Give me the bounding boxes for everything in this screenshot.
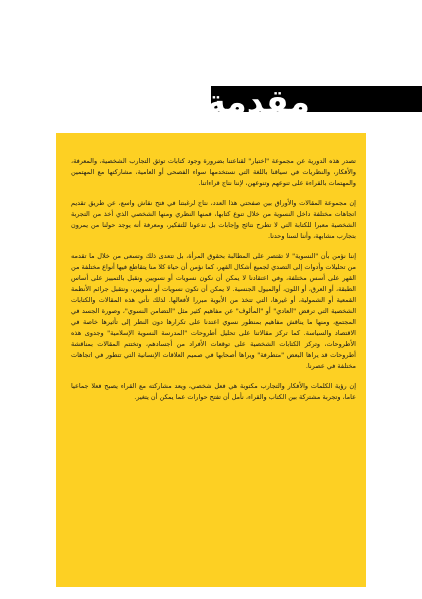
page-title: مقدمة bbox=[206, 82, 310, 121]
paragraph-1: تصدر هذه الدورية عن مجموعة "اختيار" لقناعتنا بضرورة وجود كتابات توثق التجارب الشخصية، والمعرفة، والأفكار، والنظريات في سياقنا باللغة التي نستخدمها سواء الفصحى أو العامية، مشاركتها مع المهتمين والمهتمات بالقراءة على تنوعهم وتنوعهن، لإننا نتاج قراءاتنا. bbox=[71, 157, 356, 187]
paragraph-4: إن رؤية الكلمات والأفكار والتجارب مكتوبة هي فعل شخصي، ويعد مشاركته مع القراء يصبح فعلا جماعيا عاما، وتجربة مشتركة بين الكتاب والقراء، نأمل أن تفتح حوارات عما يمكن أن يتغير. bbox=[71, 382, 356, 401]
article-body bbox=[71, 156, 356, 412]
paragraph-2: إن مجموعة المقالات والأوراق بين صفحتي هذا العدد، نتاج لرغبتنا في فتح نقاش واسع، عن طريق تقديم اتجاهات مختلفة داخل النسوية من خلال تنوع كتابها، فمنها النظري ومنها الشخصي الذي أخذ من التجربة الشخصية معبرا للكتابة التي لا تطرح نتائج وإجابات بل تدعونا للتفكير، ومعرفة أنه يوجد حولنا من يمرون بتجارب مشابهة، وأننا لسنا وحدنا. bbox=[71, 199, 356, 240]
paragraph-3: إننا نؤمن بأن "النسوية" لا تقتصر على المطالبة بحقوق المرأة، بل تتعدى ذلك وتسعى من خلال ما تقدمه من تحليلات وأدوات إلى التصدي لجميع أشكال القهر، كما نؤمن أن حياة كلا منا يتقاطع فيها أنواع مختلفة من القهر على أسس مختلفة، وفي اعتقادنا لا يمكن أن نكون نسويات أو نسويين ونقبل بالتمييز على أساس الطبقة، أو العرق، أو اللون، أوالميول الجنسية. لا يمكن أن نكون نسويات أو نسويين، ونتقبل جرائم الأنظمة القمعية أو الشمولية، أو غيرها، التي تتخذ من الأبوية مبررا لأفعالها. لذلك تأتي هذه المقالات والكتابات الشخصية التي ترفض "العادي" أو "المألوف" عن مفاهيم كثير مثل "التضامن النسوي"، وصورة الجسد في المجتمع، ومنها ما يناقش مفاهيم بمنظور نسوي اعتدنا على تكرارها دون النظر إلى تأثيرها خاصة في الاقتصاد والسياسة. كما تركز مقالاتنا على تحليل أطروحات "المدرسة النسوية الإسلامية" وجدوى هذه الأطروحات، وتركز الكتابات الشخصية على توقعات الأفراد من أجسادهم، وتختتم المقالات بمناقشة أطروحات قد يراها البعض "متطرفة" ويراها أصحابها في صميم العلاقات الإنسانية التي تتطور في اتجاهات مختلفة في عصرنا. bbox=[71, 252, 356, 370]
